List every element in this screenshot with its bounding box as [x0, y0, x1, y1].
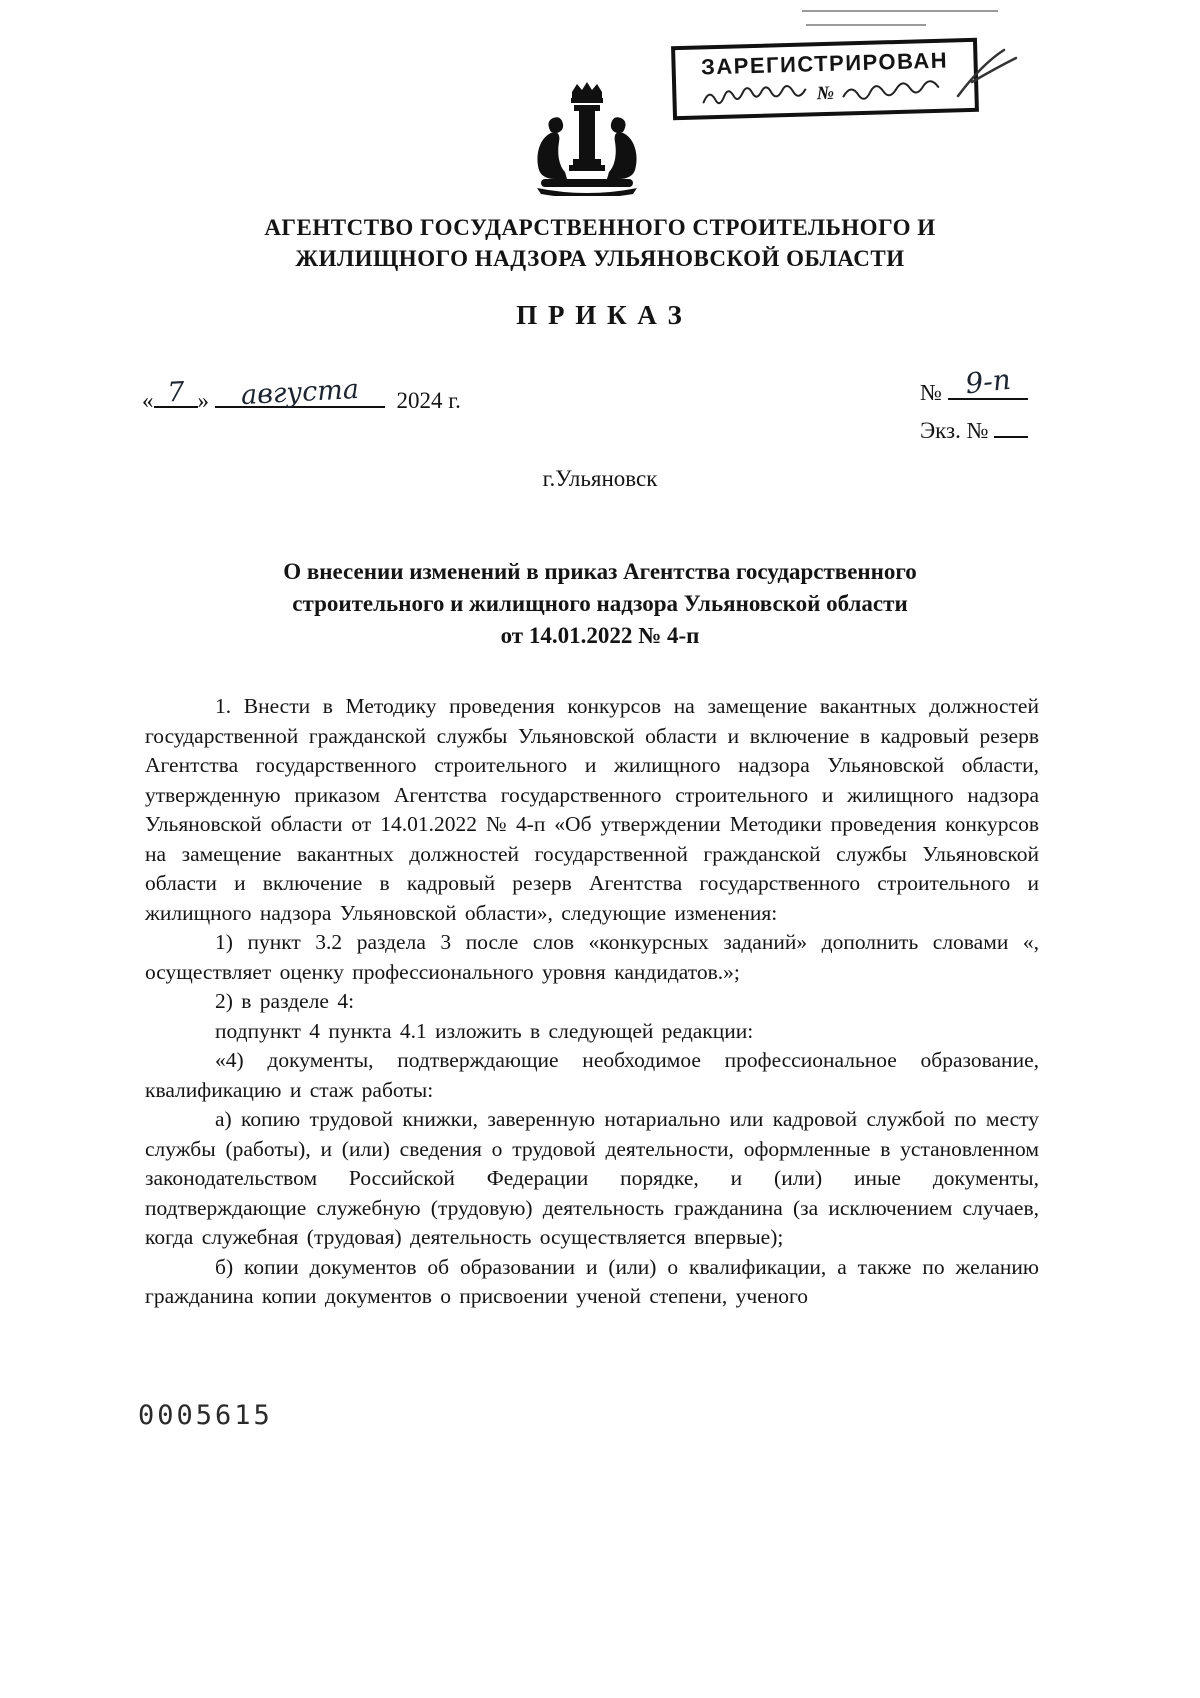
document-body: [145, 692, 1039, 1312]
paragraph: а) копию трудовой книжки, заверенную нотариально или кадровой службой по месту службы (работы), и (или) сведения о трудовой деятельности, оформленные в установленном законодательством Российской Федерации порядке, и (или) иные документы, подтверждающие служебную (трудовую) деятельность гражданина (за исключением случаев, когда служебная (трудовая) деятельность осуществляется впервые);: [145, 1107, 1039, 1249]
paragraph: 1. Внести в Методику проведения конкурсов на замещение вакантных должностей государственной гражданской службы Ульяновской области и включение в кадровый резерв Агентства государственного строительного и жилищного надзора Ульяновской области, утвержденную приказом Агентства государственного строительного и жилищного надзора Ульяновской области от 14.01.2022 № 4-п «Об утверждении Методики проведения конкурсов на замещение вакантных должностей государственной гражданской службы Ульяновской области и включение в кадровый резерв Агентства государственного строительного и жилищного надзора Ульяновской области», следующие изменения:: [145, 694, 1039, 925]
registration-stamp: [671, 38, 979, 121]
handwritten-day: 7: [166, 376, 185, 409]
close-quote: »: [197, 388, 209, 413]
paragraph: 2) в разделе 4:: [215, 989, 355, 1013]
handwritten-number-scribble: [840, 78, 951, 107]
agency-name-line1: АГЕНТСТВО ГОСУДАРСТВЕННОГО СТРОИТЕЛЬНОГО И: [264, 215, 936, 240]
scan-artifact-line: [802, 10, 998, 12]
number-label: №: [920, 380, 942, 405]
handwritten-number-slot: [948, 362, 1028, 401]
subject-line3: от 14.01.2022 № 4-п: [500, 623, 700, 648]
city-label: г.Ульяновск: [542, 466, 658, 491]
scan-artifact-line: [806, 24, 926, 26]
document-type-title: П Р И К А З: [516, 300, 684, 330]
date-left: [142, 373, 461, 414]
year-label: 2024 г.: [396, 388, 461, 413]
paragraph: подпункт 4 пункта 4.1 изложить в следующей редакции:: [215, 1018, 754, 1043]
agency-name-line2: ЖИЛИЩНОГО НАДЗОРА УЛЬЯНОВСКОЙ ОБЛАСТИ: [295, 246, 905, 271]
handwritten-number: 9-п: [963, 362, 1012, 401]
date-right: [920, 362, 1028, 444]
open-quote: «: [142, 388, 154, 413]
subject-line1: О внесении изменений в приказ Агентства государственного: [283, 559, 917, 584]
handwritten-month-slot: [215, 373, 385, 412]
handwritten-flourish: [952, 44, 1022, 104]
handwritten-date-scribble: [700, 81, 811, 110]
subject-line2: строительного и жилищного надзора Ульяновской области: [292, 591, 908, 616]
handwritten-month: августа: [240, 373, 360, 412]
paragraph: 1) пункт 3.2 раздела 3 после слов «конкурсных заданий» дополнить словами «, осуществляет оценку профессионального уровня кандидатов.»;: [145, 930, 1039, 984]
order-subject: [200, 556, 1000, 652]
paragraph: б) копии документов об образовании и (или) о квалификации, а также по желанию гражданина копии документов о присвоении ученой степени, ученого: [145, 1254, 1039, 1308]
stamp-number-label: №: [816, 82, 835, 105]
registration-stamp-title: ЗАРЕГИСТРИРОВАН: [700, 47, 949, 80]
handwritten-day-slot: [154, 376, 198, 409]
coat-of-arms-icon: [527, 80, 647, 196]
copy-number-slot: [994, 412, 1028, 438]
agency-name: [0, 212, 1200, 274]
document-registration-number: 0005615: [138, 1400, 273, 1431]
paragraph: «4) документы, подтверждающие необходимое профессиональное образование, квалификацию и стаж работы:: [145, 1048, 1039, 1102]
copy-label: Экз. №: [920, 418, 989, 443]
